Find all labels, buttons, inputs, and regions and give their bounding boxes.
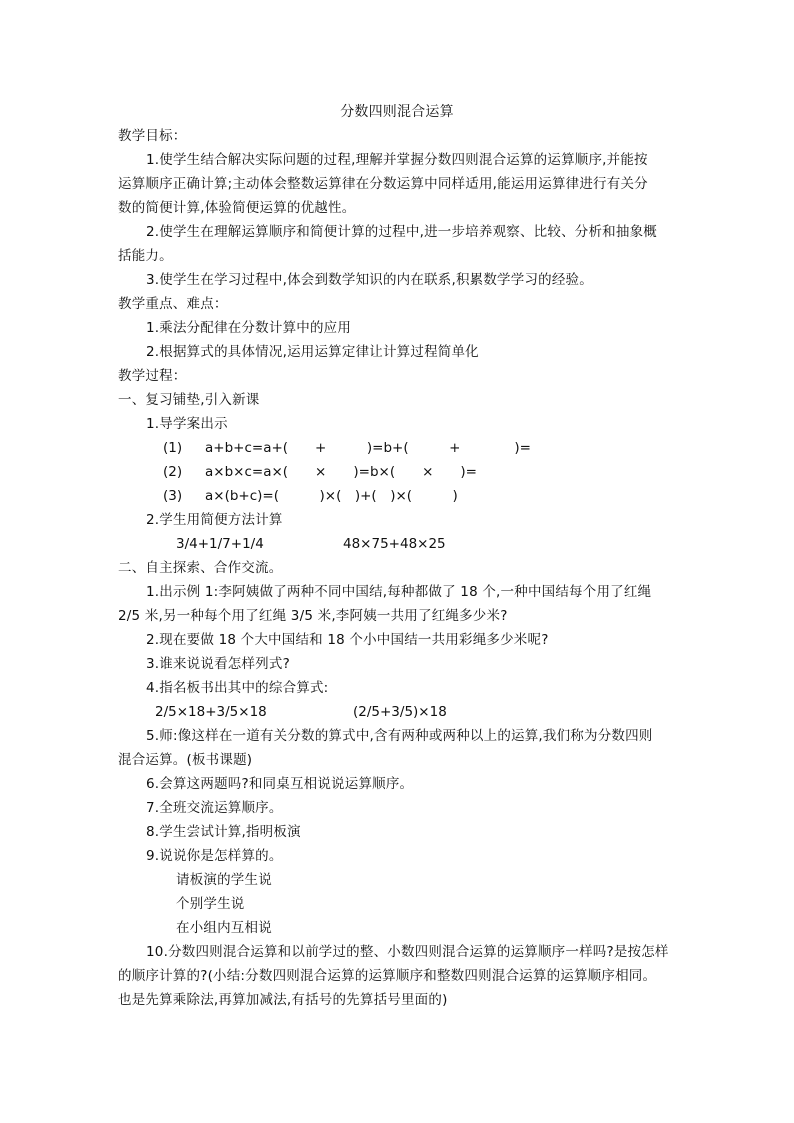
goal-1-line-1: 1.使学生结合解决实际问题的过程,理解并掌握分数四则混合运算的运算顺序,并能按 [146, 152, 648, 168]
step-9-sub-a: 请板演的学生说 [176, 872, 272, 888]
step-10-line-1: 10.分数四则混合运算和以前学过的整、小数四则混合运算的运算顺序一样吗?是按怎样 [146, 944, 669, 960]
step-1-line-1: 1.出示例 1:李阿姨做了两种不同中国结,每种都做了 18 个,一种中国结每个用了红绳 [146, 584, 652, 600]
part-2-heading: 二、自主探索、合作交流。 [118, 560, 283, 576]
step-4: 4.指名板书出其中的综合算式: [146, 680, 329, 696]
step-6: 6.会算这两题吗?和同桌互相说说运算顺序。 [146, 776, 414, 792]
step-5-line-2: 混合运算。(板书课题) [118, 752, 253, 768]
goal-2-line-1: 2.使学生在理解运算顺序和简便计算的过程中,进一步培养观察、比较、分析和抽象概 [146, 224, 657, 240]
formula-3-number: (3) [163, 488, 183, 504]
step-10-line-2: 的顺序计算的?(小结:分数四则混合运算的运算顺序和整数四则混合运算的运算顺序相同。 [118, 968, 657, 984]
part-1-item-2: 2.学生用简便方法计算 [146, 512, 283, 528]
process-heading: 教学过程： [118, 368, 187, 384]
goals-heading: 教学目标： [118, 128, 187, 144]
goal-2-line-2: 括能力。 [118, 248, 173, 264]
formula-1: a+b+c=a+( + )=b+( + )= [205, 440, 531, 456]
goal-3: 3.使学生在学习过程中,体会到数学知识的内在联系,积累数学学习的经验。 [146, 272, 593, 288]
part-1-item-1: 1.导学案出示 [146, 416, 228, 432]
step-8: 8.学生尝试计算,指明板演 [146, 824, 301, 840]
goal-1-line-2: 运算顺序正确计算;主动体会整数运算律在分数运算中同样适用,能运用运算律进行有关分 [118, 176, 648, 192]
expression-a: 2/5×18+3/5×18 [155, 704, 267, 720]
keypoints-heading: 教学重点、难点： [118, 296, 228, 312]
step-10-line-3: 也是先算乘除法,再算加减法,有括号的先算括号里面的) [118, 992, 448, 1008]
keypoint-1: 1.乘法分配律在分数计算中的应用 [146, 320, 352, 336]
step-9-sub-c: 在小组内互相说 [176, 920, 272, 936]
calc-expression-b: 48×75+48×25 [343, 536, 446, 552]
calc-expression-a: 3/4+1/7+1/4 [176, 536, 264, 552]
formula-3: a×(b+c)=( )×( )+( )×( ) [205, 488, 458, 504]
step-7: 7.全班交流运算顺序。 [146, 800, 283, 816]
step-9-sub-b: 个别学生说 [176, 896, 245, 912]
step-5-line-1: 5.师:像这样在一道有关分数的算式中,含有两种或两种以上的运算,我们称为分数四则 [146, 728, 653, 744]
formula-2-number: (2) [163, 464, 183, 480]
formula-1-number: (1) [163, 440, 183, 456]
page-title: 分数四则混合运算 [340, 104, 454, 120]
expression-b: (2/5+3/5)×18 [353, 704, 447, 720]
formula-2: a×b×c=a×( × )=b×( × )= [205, 464, 477, 480]
step-2: 2.现在要做 18 个大中国结和 18 个小中国结一共用彩绳多少米呢? [146, 632, 549, 648]
part-1-heading: 一、复习铺垫,引入新课 [118, 392, 260, 408]
goal-1-line-3: 数的简便计算,体验简便运算的优越性。 [118, 200, 356, 216]
step-9: 9.说说你是怎样算的。 [146, 848, 283, 864]
step-1-line-2: 2/5 米,另一种每个用了红绳 3/5 米,李阿姨一共用了红绳多少米? [118, 608, 508, 624]
keypoint-2: 2.根据算式的具体情况,运用运算定律让计算过程简单化 [146, 344, 479, 360]
step-3: 3.谁来说说看怎样列式? [146, 656, 290, 672]
